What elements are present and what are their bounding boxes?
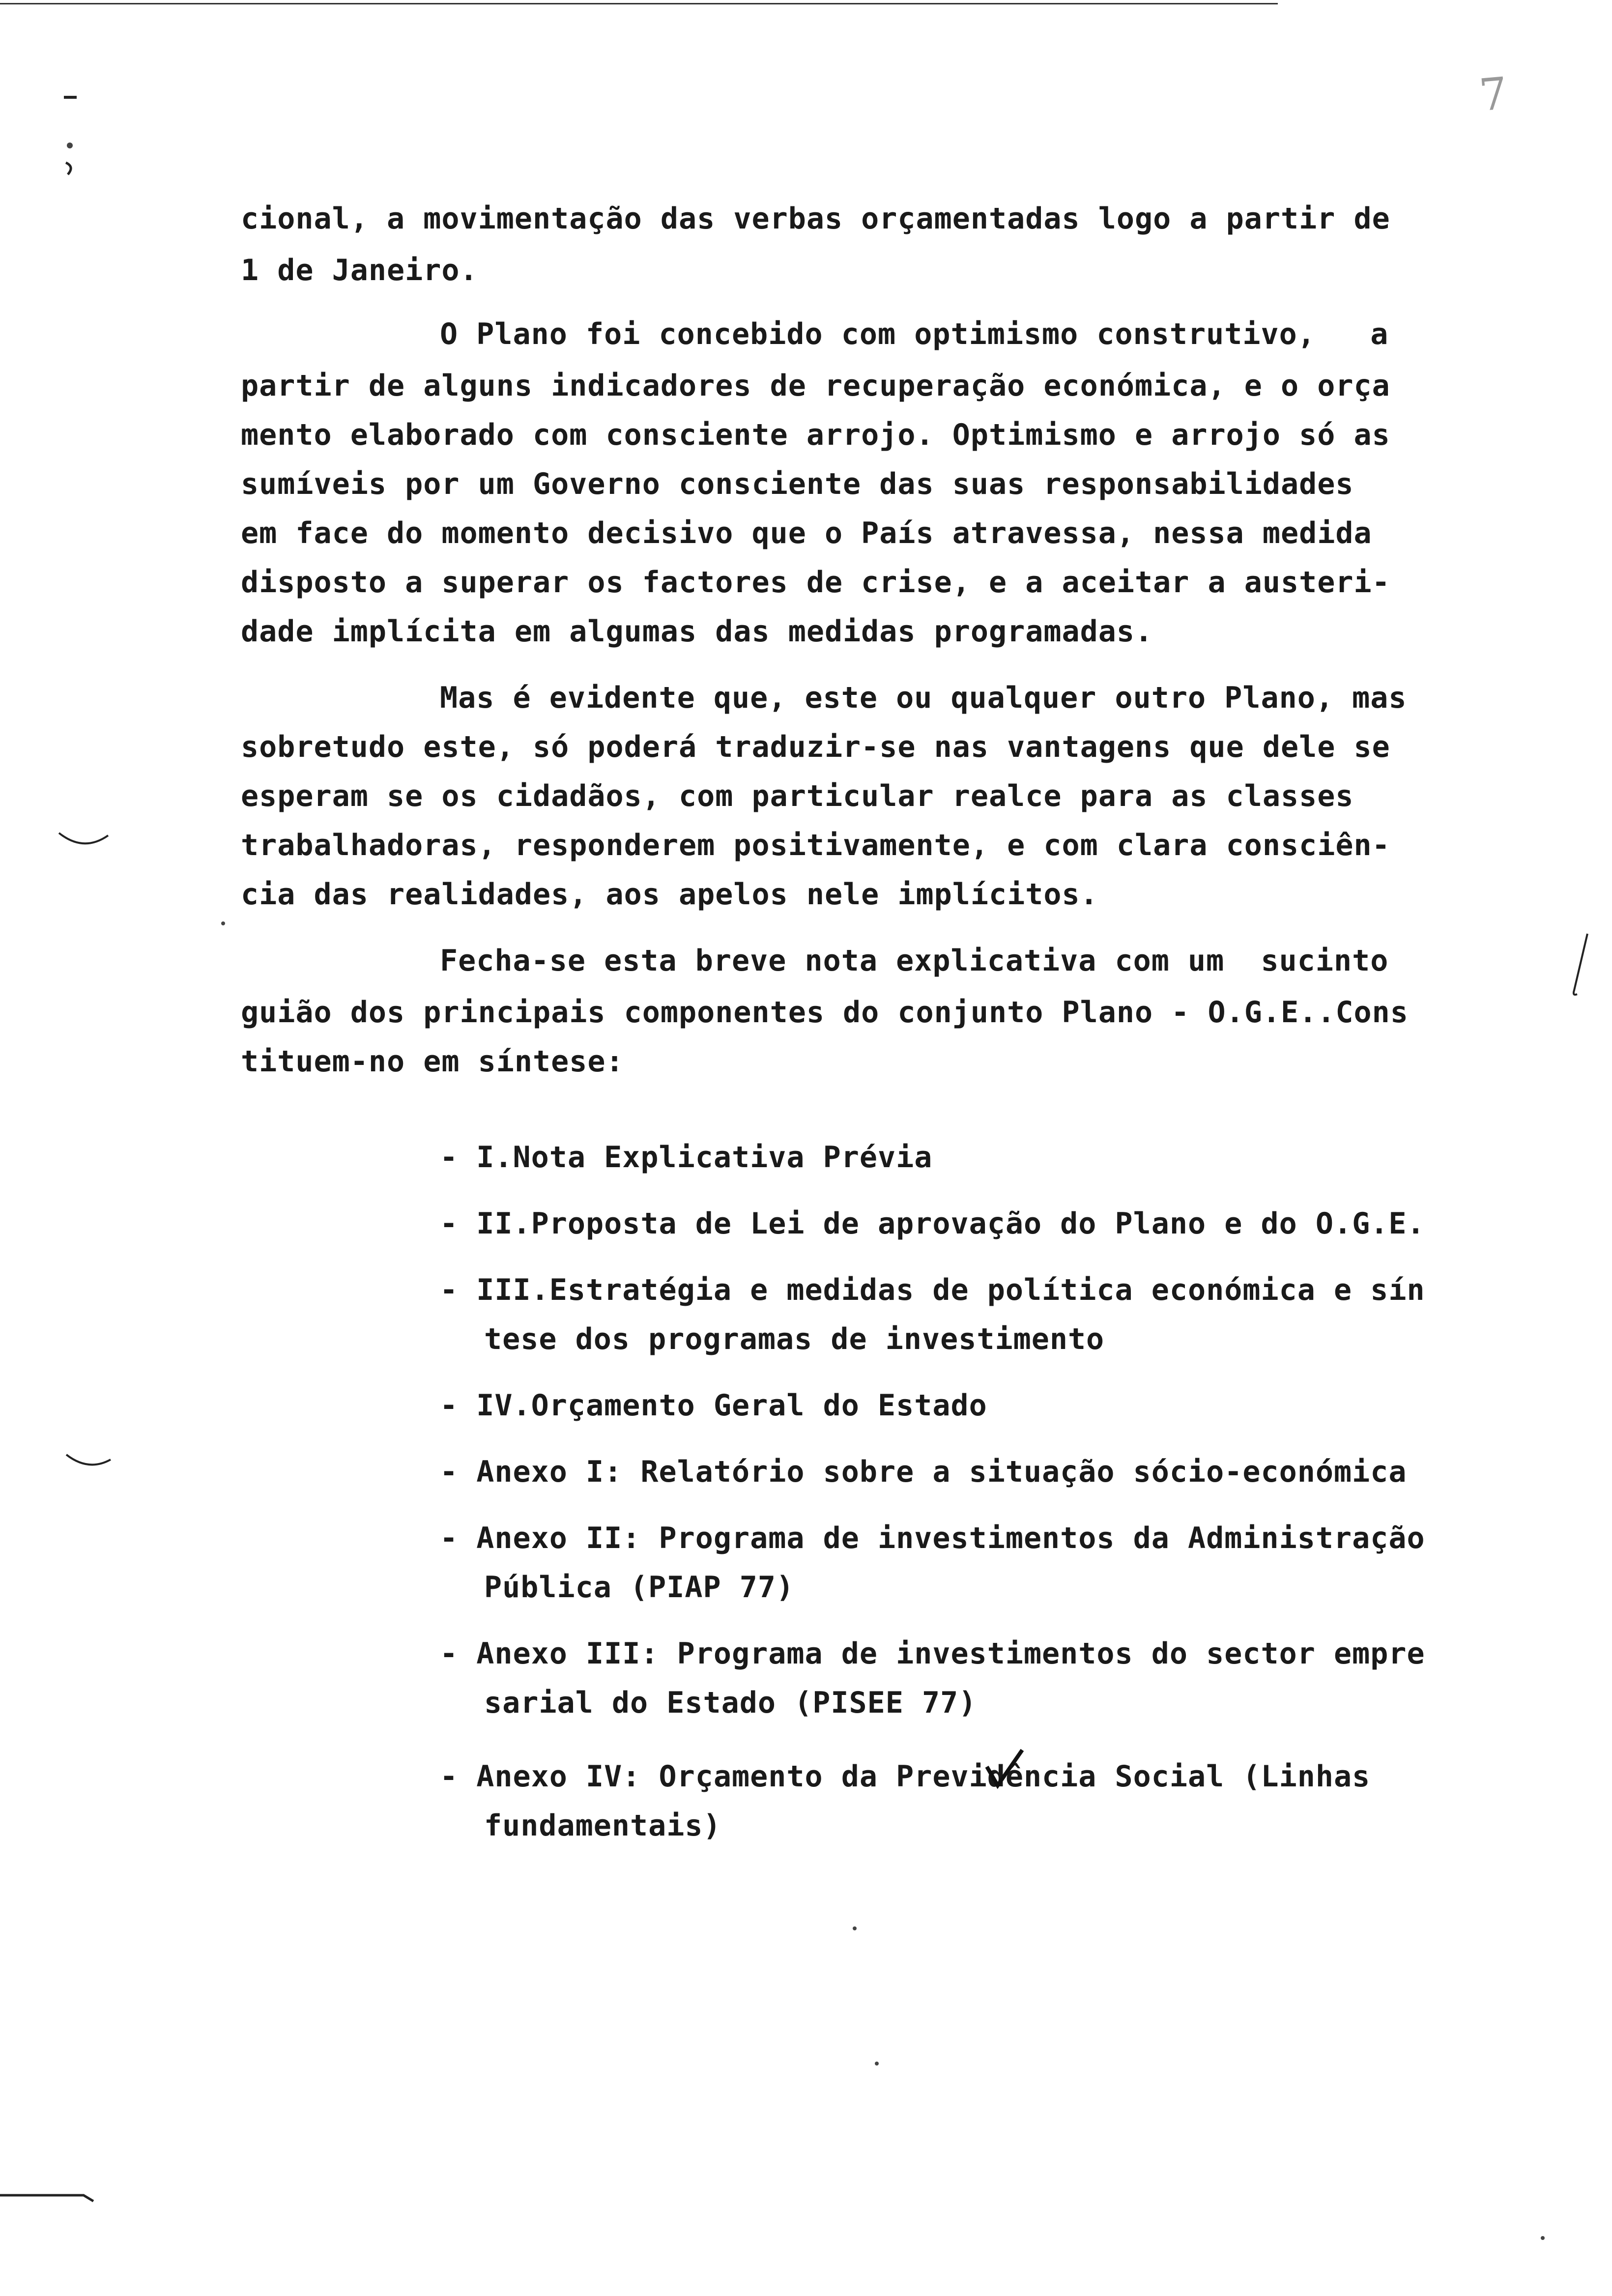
component-item-continuation: Pública (PIAP 77) <box>484 1570 795 1605</box>
component-item: - I.Nota Explicativa Prévia <box>440 1140 933 1175</box>
paragraph-line: dade implícita em algumas das medidas programadas. <box>241 614 1153 649</box>
scan-speck <box>875 2062 879 2066</box>
paragraph-line: disposto a superar os factores de crise, e a aceitar a austeri- <box>241 565 1390 600</box>
paragraph-line: partir de alguns indicadores de recuperação económica, e o orça <box>241 369 1390 403</box>
component-item: - III.Estratégia e medidas de política económica e sín <box>440 1273 1425 1307</box>
margin-curve <box>57 831 111 850</box>
margin-hook <box>63 160 78 179</box>
paragraph-line: Fecha-se esta breve nota explicativa com um sucinto <box>440 944 1389 978</box>
margin-curve <box>64 1452 113 1472</box>
paragraph-line: mento elaborado com consciente arrojo. Optimismo e arrojo só as <box>241 418 1390 452</box>
component-item: - IV.Orçamento Geral do Estado <box>440 1388 987 1423</box>
component-item: - II.Proposta de Lei de aprovação do Plano e do O.G.E. <box>440 1206 1425 1241</box>
component-item: - Anexo I: Relatório sobre a situação sócio-económica <box>440 1455 1407 1489</box>
paragraph-line: trabalhadoras, responderem positivamente, e com clara consciên- <box>241 828 1390 862</box>
paragraph-line: sobretudo este, só poderá traduzir-se nas vantagens que dele se <box>241 730 1390 764</box>
paragraph-line: 1 de Janeiro. <box>241 253 478 287</box>
margin-line <box>0 2189 98 2204</box>
scan-speck <box>221 921 225 925</box>
component-item-continuation: sarial do Estado (PISEE 77) <box>484 1686 977 1720</box>
component-item-continuation: fundamentais) <box>484 1808 721 1843</box>
component-item: - Anexo III: Programa de investimentos do sector empre <box>440 1636 1425 1671</box>
paragraph-line: guião dos principais componentes do conjunto Plano - O.G.E..Cons <box>241 995 1409 1030</box>
paragraph-line: tituem-no em síntese: <box>241 1044 624 1079</box>
paragraph-line: cional, a movimentação das verbas orçamentadas logo a partir de <box>241 201 1390 236</box>
paragraph-line: cia das realidades, aos apelos nele implícitos. <box>241 877 1098 912</box>
paragraph-line: O Plano foi concebido com optimismo construtivo, a <box>440 317 1389 351</box>
component-item-continuation: tese dos programas de investimento <box>484 1322 1105 1356</box>
scan-speck <box>853 1926 857 1930</box>
margin-dash <box>64 96 77 99</box>
paragraph-line: Mas é evidente que, este ou qualquer outro Plano, mas <box>440 681 1407 715</box>
component-item: - Anexo IV: Orçamento da Previdência Social (Linhas <box>440 1759 1371 1794</box>
paragraph-line: esperam se os cidadãos, com particular realce para as classes <box>241 779 1354 813</box>
paragraph-line: em face do momento decisivo que o País atravessa, nessa medida <box>241 516 1372 550</box>
top-rule <box>0 3 1278 4</box>
check-mark-icon <box>983 1747 1027 1791</box>
page-number: 7 <box>1477 67 1510 122</box>
component-item: - Anexo II: Programa de investimentos da Administração <box>440 1521 1425 1555</box>
paragraph-line: sumíveis por um Governo consciente das suas responsabilidades <box>241 467 1354 501</box>
right-margin-stroke <box>1570 931 1590 1000</box>
margin-dot <box>67 143 73 148</box>
scan-speck <box>1541 2236 1545 2240</box>
